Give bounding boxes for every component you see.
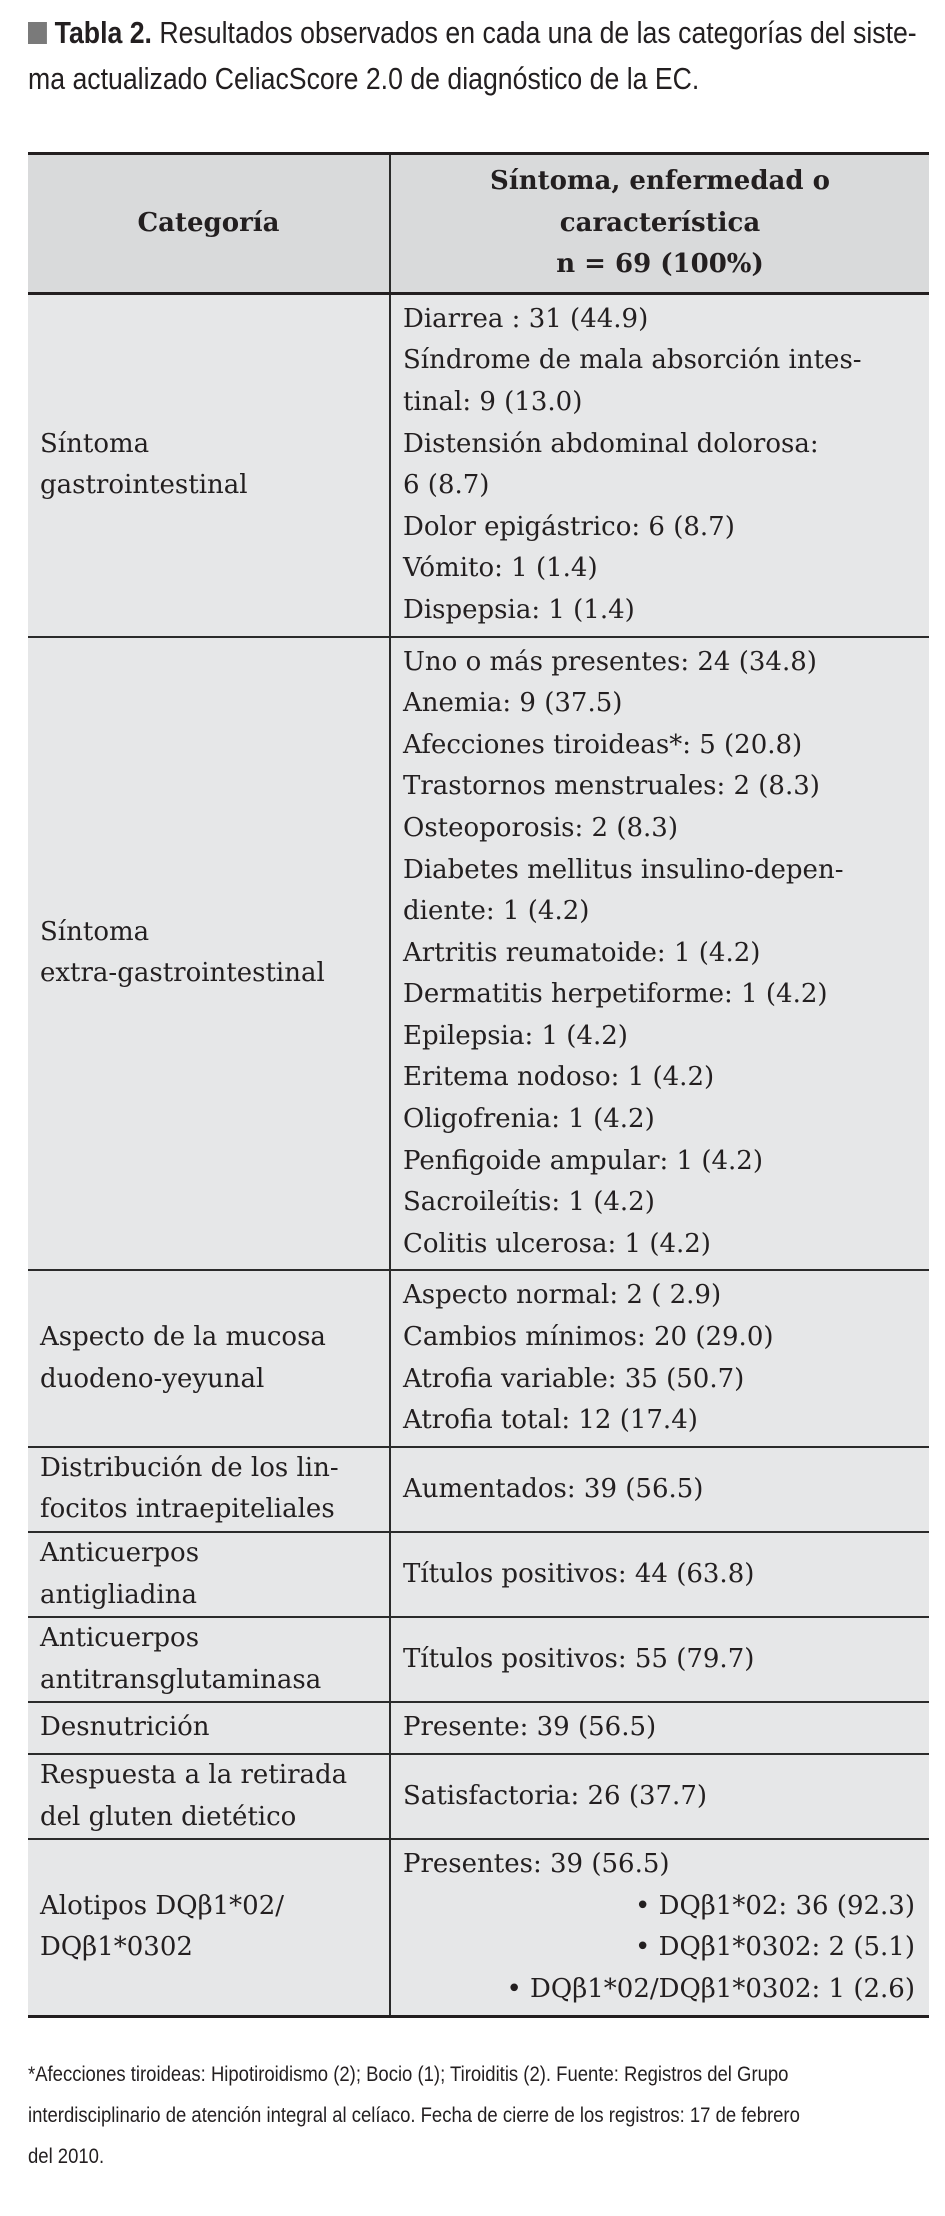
value-cell	[390, 293, 929, 636]
table-row	[28, 1702, 929, 1754]
category-text: Síntoma	[40, 916, 150, 947]
bullet-item: • DQβ1*0302: 2 (5.1)	[635, 1932, 915, 1963]
category-cell	[28, 1447, 390, 1532]
header-symptom: Síntoma, enfermedad o característica n = 69 (100%)	[390, 154, 929, 294]
value-text: Presentes: 39 (56.5)	[403, 1849, 670, 1880]
category-cell	[28, 1617, 390, 1702]
table-row	[28, 1270, 929, 1446]
value-text: Síndrome de mala absorción intes-	[403, 345, 862, 376]
category-text: Anticuerpos	[40, 1623, 200, 1654]
category-text: Alotipos DQβ1*02/	[40, 1890, 284, 1921]
caption-label: Tabla 2.	[54, 15, 152, 50]
value-text: Epilepsia: 1 (4.2)	[403, 1020, 628, 1051]
value-text: Títulos positivos: 55 (79.7)	[403, 1643, 755, 1674]
value-cell	[390, 1270, 929, 1446]
category-text: DQβ1*0302	[40, 1932, 193, 1963]
value-text: Aspecto normal: 2 ( 2.9)	[403, 1280, 722, 1311]
footnote-line2: interdisciplinario de atención integral al celíaco. Fecha de cierre de los registros: 17 de febrero	[28, 2103, 800, 2127]
value-cell	[390, 1839, 929, 2016]
value-cell	[390, 1702, 929, 1754]
value-text: Satisfactoria: 26 (37.7)	[403, 1780, 708, 1811]
table-row	[28, 1532, 929, 1617]
value-cell	[390, 1532, 929, 1617]
table-body	[28, 293, 929, 2016]
category-cell	[28, 637, 390, 1271]
table-row	[28, 293, 929, 636]
value-text: Sacroileítis: 1 (4.2)	[403, 1187, 655, 1218]
value-text: Artritis reumatoide: 1 (4.2)	[403, 937, 761, 968]
category-cell	[28, 1839, 390, 2016]
footnote	[28, 2054, 928, 2177]
value-text: Diarrea : 31 (44.9)	[403, 303, 649, 334]
category-text: extra-gastrointestinal	[40, 958, 325, 989]
table-header-row	[28, 154, 929, 294]
value-text: Dispepsia: 1 (1.4)	[403, 594, 635, 625]
value-text: Vómito: 1 (1.4)	[403, 553, 598, 584]
category-text: Respuesta a la retirada	[40, 1759, 348, 1790]
value-cell	[390, 637, 929, 1271]
category-cell	[28, 1754, 390, 1839]
bullet-item: • DQβ1*02/DQβ1*0302: 1 (2.6)	[506, 1973, 915, 2004]
value-text: tinal: 9 (13.0)	[403, 386, 583, 417]
value-cell	[390, 1447, 929, 1532]
header-category: Categoría	[28, 154, 390, 294]
value-text: Uno o más presentes: 24 (34.8)	[403, 646, 817, 677]
category-text: Anticuerpos	[40, 1538, 200, 1568]
caption-square-icon	[28, 22, 47, 44]
value-text: Diabetes mellitus insulino-depen-	[403, 854, 844, 885]
bullet-item: • DQβ1*02: 36 (92.3)	[635, 1890, 915, 1921]
category-text: duodeno-yeyunal	[40, 1363, 265, 1394]
table-row	[28, 637, 929, 1271]
value-text: Dermatitis herpetiforme: 1 (4.2)	[403, 979, 828, 1010]
value-text: Trastornos menstruales: 2 (8.3)	[403, 771, 820, 802]
category-cell	[28, 1532, 390, 1617]
table-row	[28, 1617, 929, 1702]
category-cell	[28, 1702, 390, 1754]
caption-text-line2: ma actualizado CeliacScore 2.0 de diagnóstico de la EC.	[28, 61, 700, 96]
table-caption	[28, 10, 928, 102]
table-row	[28, 1754, 929, 1839]
value-cell	[390, 1617, 929, 1702]
category-text: antitransglutaminasa	[40, 1664, 322, 1695]
category-text: Desnutrición	[40, 1712, 210, 1743]
category-cell	[28, 1270, 390, 1446]
category-text: Aspecto de la mucosa	[40, 1322, 326, 1353]
value-text: Atrofia variable: 35 (50.7)	[403, 1363, 745, 1394]
value-text: Eritema nodoso: 1 (4.2)	[403, 1062, 715, 1093]
value-text: Penfigoide ampular: 1 (4.2)	[403, 1145, 763, 1176]
category-cell	[28, 293, 390, 636]
category-text: Síntoma	[40, 428, 150, 459]
value-text: Dolor epigástrico: 6 (8.7)	[403, 511, 735, 542]
value-text: 6 (8.7)	[403, 470, 490, 501]
value-text: Osteoporosis: 2 (8.3)	[403, 812, 678, 843]
value-text: Colitis ulcerosa: 1 (4.2)	[403, 1228, 711, 1259]
value-text: Cambios mínimos: 20 (29.0)	[403, 1322, 774, 1353]
value-text: Atrofia total: 12 (17.4)	[403, 1405, 698, 1436]
table-row	[28, 1839, 929, 2016]
category-text: Distribución de los lin-	[40, 1452, 339, 1483]
value-cell	[390, 1754, 929, 1839]
value-text: Distensión abdominal dolorosa:	[403, 428, 819, 459]
results-table	[28, 152, 929, 2018]
value-text: Aumentados: 39 (56.5)	[403, 1473, 704, 1504]
value-text: Afecciones tiroideas*: 5 (20.8)	[403, 729, 803, 760]
value-text: Anemia: 9 (37.5)	[403, 688, 623, 719]
value-text: Presente: 39 (56.5)	[403, 1712, 657, 1743]
table-row	[28, 1447, 929, 1532]
value-text: diente: 1 (4.2)	[403, 896, 590, 927]
category-text: focitos intraepiteliales	[40, 1494, 335, 1525]
footnote-line1: *Afecciones tiroideas: Hipotiroidismo (2); Bocio (1); Tiroiditis (2). Fuente: Registros del Grupo	[28, 2062, 789, 2086]
category-text: gastrointestinal	[40, 470, 248, 501]
caption-text-line1: Resultados observados en cada una de las categorías del siste-	[159, 15, 917, 50]
value-text: Oligofrenia: 1 (4.2)	[403, 1104, 655, 1135]
value-text: Títulos positivos: 44 (63.8)	[403, 1558, 755, 1589]
footnote-line3: del 2010.	[28, 2144, 105, 2168]
category-text: antigliadina	[40, 1579, 197, 1610]
category-text: del gluten dietético	[40, 1801, 297, 1832]
